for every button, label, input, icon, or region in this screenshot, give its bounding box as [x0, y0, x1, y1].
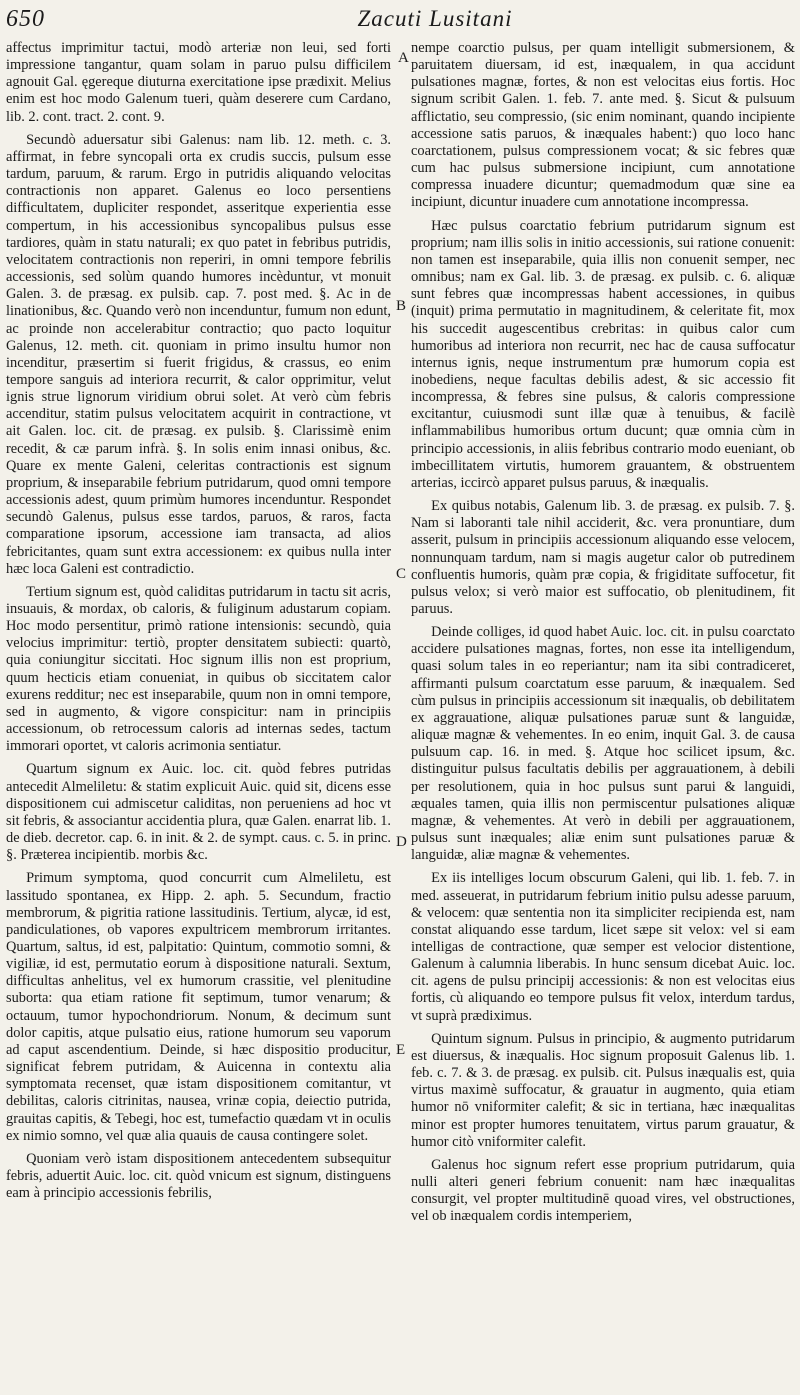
margin-marker-b: B	[396, 298, 407, 314]
paragraph: Tertium signum est, quòd caliditas putridarum in tactu sit acris, insuauis, & mordax, ob caloris, & fuliginum adustarum copiam. Hoc modo persentitur, primò ratione intensionis: secundò, quia velocius imprimitur: tertiò, propter densitatem subiecti: quartò, quia coniungitur siccitati. Hoc signum illis non est proprium, quum hecticis etiam conueniat, in quibus ob siccitatem calor exurens redditur; nec est inseparabile, quum non in omni tempore, sed in augmento, & vigore conspicitur: nam in principiis accessionum, ob retrocessum caloris ad internas sedes, tactum immorari oportet, vt caloris acrimonia sentiatur.	[6, 583, 391, 755]
paragraph: Deinde colliges, id quod habet Auic. loc. cit. in pulsu coarctato accidere pulsationes magnas, fortes, non esse ita intelligendum, quasi solum tales in eo reperiantur; nam ita sibi contradiceret, affirmanti pulsum coarctatum esse paruum, & inæqualem. Sed cùm pulsus in principiis accessionum sit inæqualis, ob debilitatem ex aggrauatione, aliquæ pulsationes paruæ sunt & languidæ, aliquæ magnæ & vehementes. In eo enim, inquit Gal. 3. de causa pulsuum cap. 16. in med. §. Atque hoc scilicet ipsum, &c. distinguitur pulsus facultatis debilis per aggrauationem, à debili per resolutionem, quia in hoc pulsus sunt parui & languidi, æquales tamen, quia illis non permiscentur pulsationes aliquæ magnæ, & vehementes. At verò in debili per aggrauationem, pulsus sunt inæquales; aliæ enim sunt pulsationes paruæ & languidæ, aliæ magnæ & vehementes.	[411, 624, 795, 864]
margin-marker-e: E	[396, 1042, 406, 1058]
paragraph: Ex quibus notabis, Galenum lib. 3. de præsag. ex pulsib. 7. §. Nam si laboranti tale nihil acciderit, &c. vera pronuntiare, dum asserit, pulsum in principiis accessionum aliquando esse velocem, nonnunquam tardum, nam si magis augetur calor ob putredinem confluentis humoris, quàm præ copia, & frigiditate suffocetur, fit pulsus velox; si verò maior est suffocatio, ob plenitudinem, fit paruus.	[411, 498, 795, 617]
paragraph: Quartum signum ex Auic. loc. cit. quòd febres putridas antecedit Almeliletu: & statim explicuit Auic. quid sit, dicens esse dispositionem cui admiscetur caliditas, non perueniens ad hoc vt sit febris, & associantur accidentia plura, quæ Galen. enarrat lib. 1. de dieb. decretor. cap. 6. in init. & 2. de sympt. caus. c. 5. in princ. §. Præterea incipientib. morbis &c.	[6, 761, 391, 864]
paragraph: Quoniam verò istam dispositionem antecedentem subsequitur febris, aduertit Auic. loc. cit. quòd vnicum est signum, distinguens eam à principio accessionis febrilis,	[6, 1150, 391, 1202]
left-column	[6, 40, 391, 1208]
paragraph: Ex iis intelliges locum obscurum Galeni, qui lib. 1. feb. 7. in med. asseuerat, in putridarum febrium initio pulsu adesse paruum, & velocem: quæ sententia non ita simpliciter recipienda est, nam constat aliquando esse tardum, licet sæpe sit velox: vel si eam intelligas de contractione, quæ semper est velocior distentione, Galenum à calumnia liberabis. In hunc sensum dicebat Auic. loc. cit. agens de pulsu principij accessionis: & non est velocitas eius fortis, cù aliquando eo tempore pulsus fit velox, interdum tardus, vt suprà prædiximus.	[411, 870, 795, 1024]
margin-marker-d: D	[396, 834, 407, 850]
margin-marker-c: C	[396, 566, 407, 582]
paragraph: Galenus hoc signum refert esse proprium putridarum, quia nulli alteri generi febrium conuenit: nam hæc inæqualitas consurgit, vel propter multitudinē quoad vires, vel obstructiones, vel ob inæqualem cordis intemperiem,	[411, 1156, 795, 1225]
paragraph: Quintum signum. Pulsus in principio, & augmento putridarum est diuersus, & inæqualis. Hoc signum proposuit Galenus lib. 1. feb. c. 7. & 3. de præsag. ex pulsib. cit. Pulsus inæqualis est, quia virtus maximè suffocatur, & grauatur in augmento, quia etiam humor nō vniformiter calefit; & sic in tertiana, hæc inæqualitas minor est propter humores tenuitatem, virtus parum grauatur, & humor citò vniformiter calefit.	[411, 1030, 795, 1150]
paragraph: nempe coarctio pulsus, per quam intelligit submersionem, & paruitatem diuersam, id est, inæqualem, in qua accidunt pulsationes magnæ, fortes, & non est velocitas eius fortis. Hoc signum scribit Galen. 1. feb. 7. ante med. §. Sicut & pulsuum afflictatio, seu compressio, (sic enim nominant, quando incipiente accessione satis paruos, & inæquales habent:) quo loco hanc coarctationem, pulsus compressionem vocat; & sic febres quæ cum hac pulsus submersione incipiunt, cum annotatione compressa inuadere dicuntur; quemadmodum quæ sine ea incipiunt, dicuntur inuadere cum annotatione incompressa.	[411, 40, 795, 211]
paragraph: Secundò aduersatur sibi Galenus: nam lib. 12. meth. c. 3. affirmat, in febre syncopali orta ex crudis succis, pulsum esse tardum, paruum, & rarum. Ergo in putridis aliquando velocitas contractionis non apparet. Galenus eo loco persentiens difficultatem, dupliciter respondet, asseritque experientia esse compertum, in his accessionibus syncopalibus pulsus esse tardiores, quàm in statu naturali; ex quo patet in febribus putridis, velocitatem contractionis non reperiri, in omni tempore febrilis accessionis, sed solùm quando humores incèduntur, vt monuit Galen. 3. de præsag. ex pulsib. cap. 7. post med. §. Ac in de linationibus, &c. Quando verò non incenduntur, fumum non edunt, ac proinde non accelerabitur contractio; quo pacto loquitur Galenus, 12. meth. cit. quoniam in primo insultu humor non incenditur, præsertim si fuerit frigidus, & crassus, eo enim tempore sanguis ad interiora recurrit, & calor opprimitur, velut ignis strue lignorum viridium obrui solet. At verò cùm febris accenditur, statim pulsus velocitatem acquirit in contractione, vt ait Galen. loc. cit. de præsag. ex pulsib. §. Clarissimè enim recedit, & cæ parum infrà. §. In solis enim innasi onibus, &c. Quare ex mente Galeni, celeritas contractionis est signum proprium, & inseparabile febrium putridarum, quod omni tempore accessionis adest, quum primùm humores incenduntur. Respondet secundò Galenus, pulsus esse tardos, paruos, & raros, facta comparatione ipsorum, accessione iam transacta, ad alios febricitantes, quam sunt extra accessionem: ex quibus nulla inter hæc loca Galeni est contradictio.	[6, 131, 391, 577]
margin-marker-a: A	[398, 50, 409, 66]
paragraph: Hæc pulsus coarctatio febrium putridarum signum est proprium; nam illis solis in initio accessionis, sui ratione conuenit: non tamen est inseparabile, quia illis non conuenit semper, nec omnibus; nam ex Gal. lib. 3. de præsag. ex pulsib. c. 6. aliquæ sunt febres quæ incompressas habent accessiones, in quibus (inquit) prima permutatio in magnitudinem, & celeritate fit, mox his succedit augescentibus crebritas: in quibus calor cum humoribus ad interiora non recurrit, nec hac de causa suffocatur internus ignis, neque instrumentum præ humorum copia est inobediens, neque facultas debilis adest, & sic accessio fit incompressa, & febres sine pulsus, & caloris compressione excitantur, cuiusmodi sunt illæ quæ à tenuibus, & facilè inflammabilibus humoribus ortum ducunt; quæ omnia cùm in principio accessionis, in aliis febribus contrario modo eueniant, ob imbecillitatem virtutis, humorem grauantem, & obstruentem arterias, iccircò apparet pulsus paruus, & inæqualis.	[411, 217, 795, 491]
paragraph: Primum symptoma, quod concurrit cum Almeliletu, est lassitudo spontanea, ex Hipp. 2. aph. 5. Secundum, fractio membrorum, & pigritia ratione lassitudinis. Tertium, alycæ, id est, pandiculationes, ob vapores expultricem membrorum irritantes. Quartum, saltus, id est, palpitatio: Quintum, commotio somni, & vigiliæ, id est, permutatio eorum à dispositione naturali. Sextum, difficultas anhelitus, vel ex humorum crassitie, vel plenitudine suborta: qua etiam ratione fit septimum, tumor venarum; & octauum, tumor hypochondriorum. Nonum, & decimum sunt dolor capitis, atque pulsatio eius, ratione humorum seu vaporum ad caput ascendentium. Deinde, si hæc dispositio producitur, significat febrem putridam, & Auicenna in contextu alia symptomata recenset, quæ istam dispositionem comitantur, vt debilitas, caloris citrinitas, nausea, vrinæ copia, deiectio putrida, grauitas capitis, & Tebegi, hoc est, tumefactio quædam vt in oculis ex nimio somno, vel quæ alia quauis de causa contingere solet.	[6, 870, 391, 1144]
page-number: 650	[6, 6, 45, 32]
paragraph: affectus imprimitur tactui, modò arteriæ non leui, sed forti impressione tangantur, quam solam in paruo pulsu difficilem agnouit Gal. ęgereque diuturna exercitatione ipse prædixit. Melius enim est hoc modo Galenum tueri, quàm deserere cum Cardano, lib. 2. cont. tract. 2. cont. 9.	[6, 40, 391, 125]
running-head: Zacuti Lusitani	[357, 6, 513, 31]
right-column	[411, 40, 795, 1231]
